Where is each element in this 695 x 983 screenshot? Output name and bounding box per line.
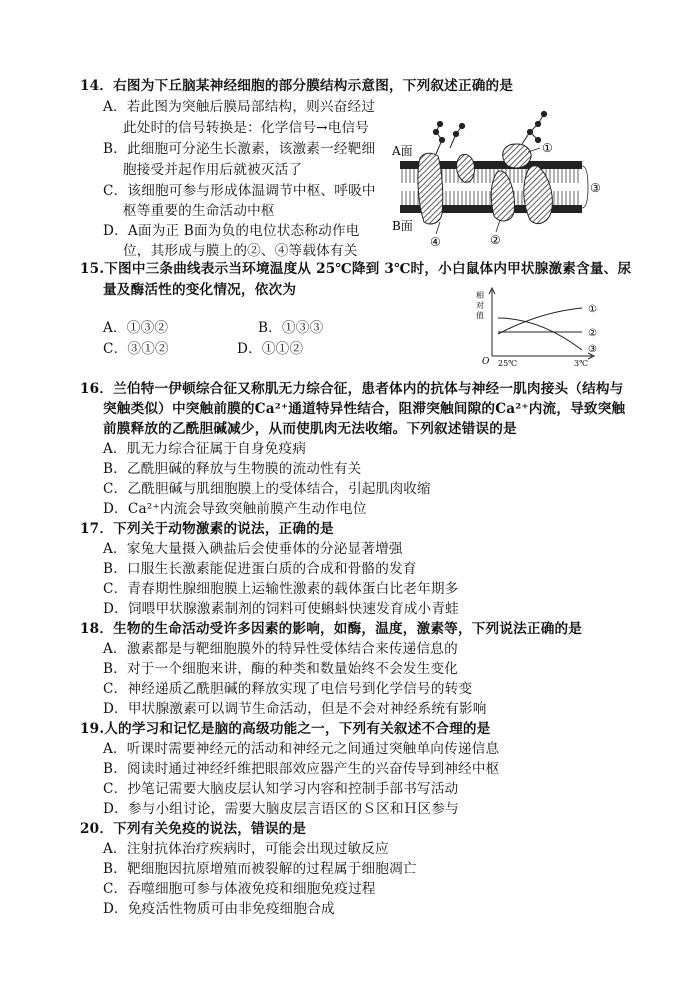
q16-option-a: A．肌无力综合征属于自身免疫病 <box>103 441 307 457</box>
q14-option-d: D．A面为正 B面为负的电位状态称动作电 <box>103 223 360 239</box>
curve-figure <box>470 284 610 370</box>
origin-label: O <box>482 357 490 367</box>
q19-option-c: C．抄笔记需要大脑皮层认知学习内容和控制手部书写活动 <box>103 781 459 797</box>
glycoprotein-chains <box>433 111 546 154</box>
q16-stem: 16．兰伯特一伊顿综合征又称肌无力综合征，患者体内的抗体与神经一肌肉接头（结构与 <box>80 381 624 397</box>
q18-stem: 18．生物的生命活动受许多因素的影响，如酶，温度，激素等，下列说法正确的是 <box>80 621 583 637</box>
q18-option-b: B．对于一个细胞来讲，酶的种类和数量始终不会发生变化 <box>103 661 459 677</box>
q16-stem-cont-1: 突触类似）中突触前膜的Ca²⁺通道特异性结合，阻滞突触间隙的Ca²⁺内流，导致突触 <box>103 401 626 417</box>
membrane-figure <box>390 104 610 254</box>
q18-option-c: C．神经递质乙酰胆碱的释放实现了电信号到化学信号的转变 <box>103 681 473 697</box>
q14-option-b: B．此细胞可分泌生长激素，该激素一经靶细 <box>103 141 376 157</box>
q15-stem-cont: 量及酶活性的变化情况，依次为 <box>103 282 297 298</box>
q17-option-b: B．口服生长激素能促进蛋白质的合成和骨骼的发育 <box>103 561 417 577</box>
q15-option-a: A．①③② <box>103 320 169 336</box>
curve-3 <box>498 318 582 350</box>
q14-option-b-cont: 胞接受并起作用后就被灭活了 <box>123 162 303 178</box>
q15-option-b: B．①③③ <box>258 320 324 336</box>
curve-label-2: ② <box>588 328 597 339</box>
q14-option-d-cont: 位，其形成与膜上的②、④等载体有关 <box>123 243 358 259</box>
q20-option-a: A．注射抗体治疗疾病时，可能会出现过敏反应 <box>103 841 389 857</box>
label-4: ④ <box>430 235 441 249</box>
x-label-3: 3℃ <box>574 359 589 368</box>
q14-stem: 14．右图为下丘脑某神经细胞的部分膜结构示意图，下列叙述正确的是 <box>80 78 514 94</box>
y-label-2: 对 <box>476 301 484 310</box>
q14-option-c: C．该细胞可参与形成体温调节中枢、呼吸中 <box>103 183 376 199</box>
label-2: ② <box>490 233 501 247</box>
q18-option-a: A．激素都是与靶细胞膜外的特异性受体结合来传递信息的 <box>103 641 458 657</box>
q19-option-b: B．阅读时通过神经纤维把眼部效应器产生的兴奋传导到神经中枢 <box>103 761 500 777</box>
q14-option-c-cont: 枢等重要的生命活动中枢 <box>123 203 275 219</box>
q20-option-d: D．免疫活性物质可由非免疫细胞合成 <box>103 901 335 917</box>
q19-option-a: A．听课时需要神经元的活动和神经元之间通过突触单向传递信息 <box>103 741 500 757</box>
label-1: ① <box>542 141 553 155</box>
q15-option-c: C．③①② <box>103 341 169 357</box>
q16-option-d: D．Ca²⁺内流会导致突触前膜产生动作电位 <box>103 501 367 517</box>
q16-option-b: B．乙酰胆碱的释放与生物膜的流动性有关 <box>103 461 362 477</box>
q19-stem: 19.人的学习和记忆是脑的高级功能之一，下列有关叙述不合理的是 <box>80 721 491 737</box>
q19-option-d: D．参与小组讨论，需要大脑皮层言语区的Ｓ区和Ｈ区参与 <box>103 801 459 817</box>
q16-option-c: C．乙酰胆碱与肌细胞膜上的受体结合，引起肌肉收缩 <box>103 481 431 497</box>
q20-option-b: B．靶细胞因抗原增殖而被裂解的过程属于细胞凋亡 <box>103 861 417 877</box>
label-3: ③ <box>590 181 601 195</box>
q14-option-a-cont: 此处时的信号转换是：化学信号→电信号 <box>123 120 370 136</box>
q17-option-c: C．青春期性腺细胞膜上运输性激素的载体蛋白比老年期多 <box>103 581 459 597</box>
q17-option-d: D．饲喂甲状腺激素制剂的饲料可使蝌蚪快速发育成小青蛙 <box>103 601 459 617</box>
q17-stem: 17．下列关于动物激素的说法，正确的是 <box>80 521 334 537</box>
y-label-1: 相 <box>476 291 484 300</box>
q15-option-d: D．①①② <box>237 341 304 357</box>
q20-option-c: C．吞噬细胞可参与体液免疫和细胞免疫过程 <box>103 881 376 897</box>
q15-stem: 15.下图中三条曲线表示当环境温度从 25℃降到 3℃时，小白鼠体内甲状腺激素含量、尿 <box>80 261 632 277</box>
q17-option-a: A．家兔大量摄入碘盐后会使垂体的分泌显著增强 <box>103 541 403 557</box>
y-label-3: 值 <box>476 311 484 320</box>
q18-option-d: D．甲状腺激素可以调节生命活动，但是不会对神经系统有影响 <box>103 701 487 717</box>
q16-stem-cont-2: 前膜释放的乙酰胆碱减少，从而使肌肉无法收缩。下列叙述错误的是 <box>103 421 517 437</box>
x-label-25: 25℃ <box>498 359 518 368</box>
curve-1 <box>498 308 582 334</box>
curve-label-3: ③ <box>588 344 597 355</box>
q20-stem: 20．下列有关免疫的说法，错误的是 <box>80 821 307 837</box>
curve-label-1: ① <box>588 304 597 315</box>
q14-option-a: A．若此图为突触后膜局部结构，则兴奋经过 <box>103 99 376 115</box>
b-side-label: B面 <box>392 219 413 233</box>
a-side-label: A面 <box>392 144 413 158</box>
